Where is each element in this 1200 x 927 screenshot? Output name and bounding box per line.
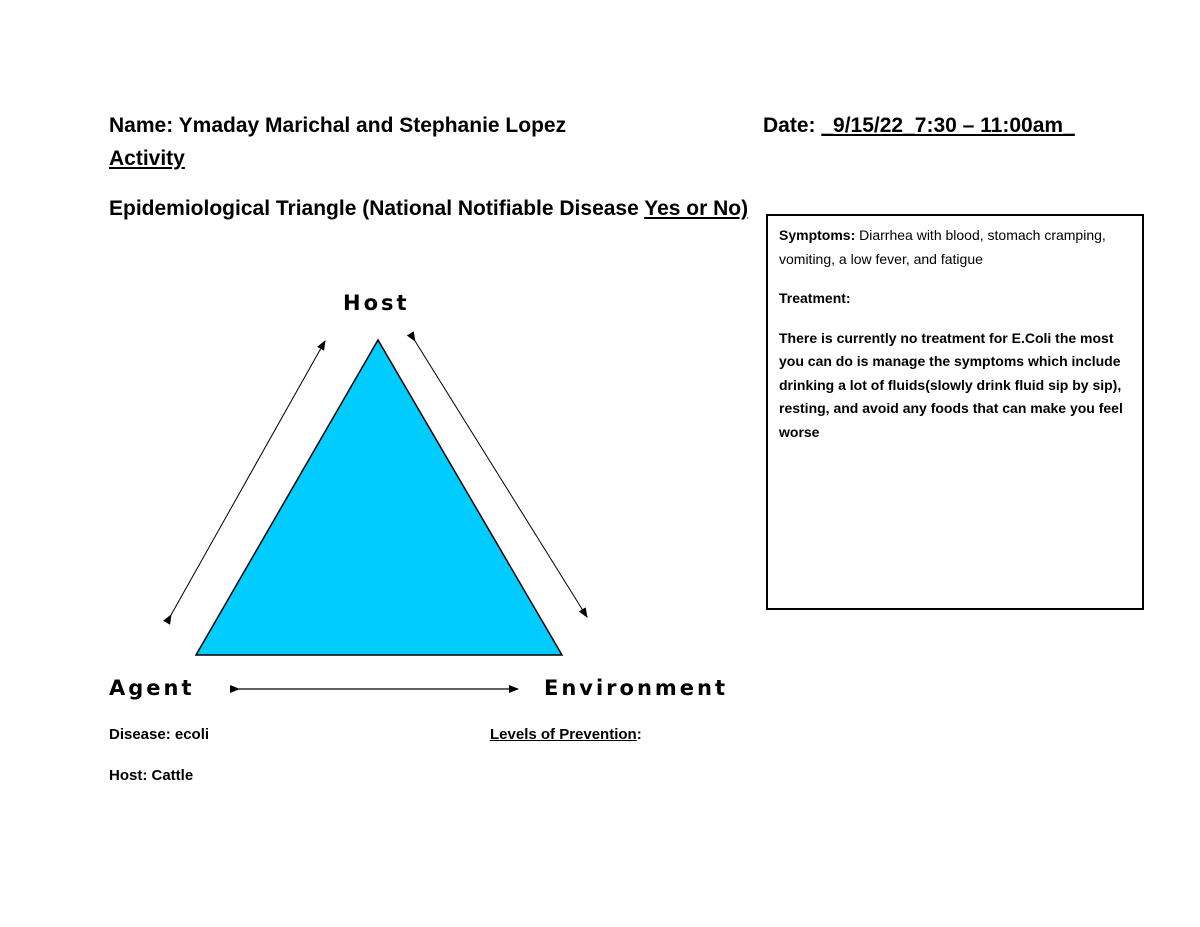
symptoms-label: Symptoms:: [779, 227, 856, 243]
host-line: Host: Cattle: [109, 767, 194, 784]
prevention-colon: :: [636, 726, 642, 743]
treatment-text: There is currently no treatment for E.Coli the most you can do is manage the symptoms which include drinking a lot of fluids(slowly drink fluid sip by sip), resting, and avoid any foods that can make you feel worse: [779, 329, 1123, 440]
date-value: _9/15/22_7:30 – 11:00am_: [821, 114, 1075, 137]
symptoms-text: Diarrhea with blood, stomach cramping, vomiting, a low fever, and fatigue: [779, 227, 1106, 267]
disease-line: Disease: ecoli: [109, 726, 210, 743]
symptoms-paragraph: [779, 224, 1135, 271]
environment-label: Environment: [544, 676, 729, 700]
activity-heading: Activity: [109, 147, 185, 170]
prevention-line: [490, 726, 642, 743]
agent-label: Agent: [109, 676, 195, 700]
prevention-label: Levels of Prevention: [490, 726, 637, 743]
treatment-label: Treatment:: [779, 290, 851, 306]
notifiable-answer: Yes or No): [644, 197, 749, 220]
symptoms-treatment-box: [766, 214, 1144, 610]
triangle-shape: [196, 340, 562, 655]
title-prefix: Epidemiological Triangle (National Notifiable Disease: [109, 197, 645, 220]
host-label: Host: [343, 291, 410, 315]
date-label: Date:: [763, 114, 822, 137]
name-line: Name: Ymaday Marichal and Stephanie Lopez: [109, 114, 567, 137]
